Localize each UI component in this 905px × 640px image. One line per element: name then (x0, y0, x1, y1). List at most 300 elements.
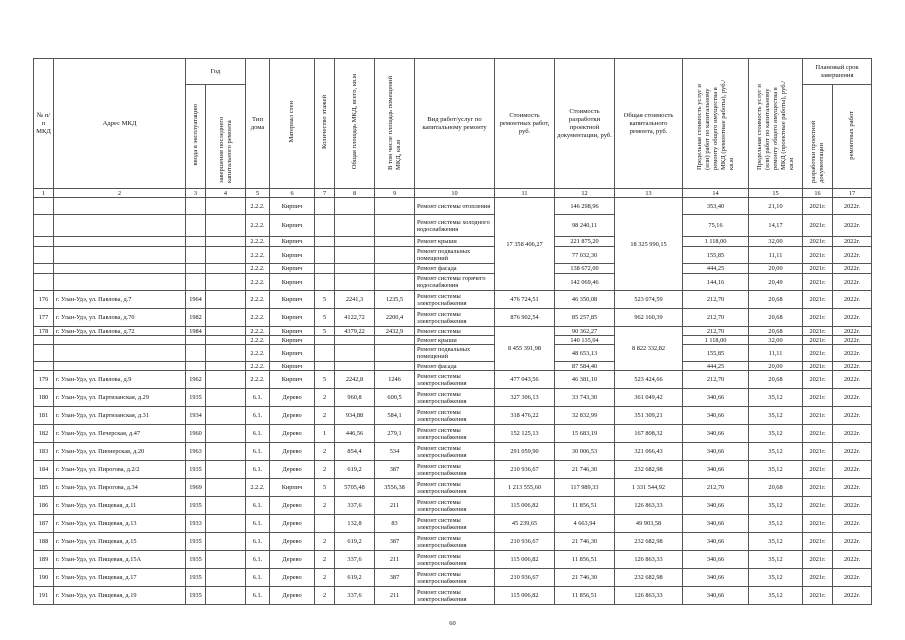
cell-c15: 20,68 (749, 327, 803, 336)
cell-c3: 1933 (186, 515, 206, 533)
cell-c2 (54, 345, 186, 362)
cell-c9: 1246 (375, 371, 415, 389)
table-row (34, 389, 872, 407)
cell-c9: 3556,38 (375, 479, 415, 497)
cell-c1: 188 (34, 533, 54, 551)
cell-c10: Ремонт системы электроснабжения (415, 461, 495, 479)
cell-c10: Ремонт системы электроснабжения (415, 587, 495, 605)
cell-c8: 132,8 (335, 515, 375, 533)
cell-c16: 2021г. (803, 198, 833, 215)
cell-c10: Ремонт системы горячего водоснабжения (415, 274, 495, 291)
cell-c9 (375, 198, 415, 215)
cell-c5: 6.1. (246, 497, 270, 515)
table-row (34, 371, 872, 389)
table-row (34, 198, 872, 215)
cell-c9 (375, 215, 415, 237)
cell-c9: 2200,4 (375, 309, 415, 327)
table-row (34, 515, 872, 533)
cell-c8: 4122,72 (335, 309, 375, 327)
cell-c13: 232 682,98 (615, 569, 683, 587)
cell-c10: Ремонт крыши (415, 237, 495, 247)
cell-c6: Кирпич (270, 237, 315, 247)
column-number: 13 (615, 189, 683, 198)
cell-c16: 2021г. (803, 533, 833, 551)
cell-c15: 11,11 (749, 247, 803, 264)
cell-c15: 20,49 (749, 274, 803, 291)
cell-c6: Дерево (270, 569, 315, 587)
cell-c2: г. Улан-Удэ, ул. Пирогова, д.2/2 (54, 461, 186, 479)
cell-c5: 2.2.2. (246, 237, 270, 247)
column-number: 17 (833, 189, 872, 198)
cell-c9: 2432,9 (375, 327, 415, 336)
cell-c6: Кирпич (270, 198, 315, 215)
cell-c11: 291 059,90 (495, 443, 555, 461)
cell-c1 (34, 362, 54, 371)
column-number: 16 (803, 189, 833, 198)
cell-c13: 523 424,66 (615, 371, 683, 389)
cell-c6: Кирпич (270, 336, 315, 345)
cell-c5: 6.1. (246, 569, 270, 587)
cell-c6: Кирпич (270, 215, 315, 237)
cell-c17: 2022г. (833, 407, 872, 425)
cell-c14: 340,66 (683, 587, 749, 605)
cell-c4 (206, 198, 246, 215)
cell-c8: 619,2 (335, 533, 375, 551)
column-number: 15 (749, 189, 803, 198)
cell-c7 (315, 264, 335, 274)
cell-c12: 138 672,00 (555, 264, 615, 274)
cell-c7 (315, 336, 335, 345)
cell-c4 (206, 309, 246, 327)
cell-c4 (206, 407, 246, 425)
cell-c3: 1935 (186, 551, 206, 569)
cell-c2: г. Улан-Удэ, ул. Павлова, д.72 (54, 327, 186, 336)
cell-c8: 619,2 (335, 569, 375, 587)
cell-c10: Ремонт фасада (415, 362, 495, 371)
cell-c13: 1 331 544,92 (615, 479, 683, 497)
cell-c10: Ремонт системы (415, 327, 495, 336)
cell-c14: 444,25 (683, 264, 749, 274)
cell-c11: 210 936,67 (495, 533, 555, 551)
header-deadline-group: Плановый срок завершения (803, 59, 872, 85)
header-year-last-repair: завершения последнего капитального ремонта (206, 85, 246, 189)
header-year-built: ввода в эксплуатацию (186, 85, 206, 189)
cell-c15: 35,12 (749, 407, 803, 425)
cell-c7 (315, 215, 335, 237)
cell-c12: 142 069,46 (555, 274, 615, 291)
cell-c8 (335, 362, 375, 371)
cell-c5: 6.1. (246, 551, 270, 569)
cell-c14: 340,66 (683, 533, 749, 551)
cell-c8 (335, 274, 375, 291)
cell-c5: 2.2.2. (246, 274, 270, 291)
cell-c9: 1235,5 (375, 291, 415, 309)
cell-c16: 2021г. (803, 327, 833, 336)
cell-c8: 337,6 (335, 551, 375, 569)
cell-c12: 98 240,11 (555, 215, 615, 237)
cell-c16: 2021г. (803, 274, 833, 291)
cell-c13: 49 903,58 (615, 515, 683, 533)
cell-c13: 18 325 990,15 (615, 198, 683, 291)
cell-c6: Дерево (270, 587, 315, 605)
cell-c12: 11 856,51 (555, 551, 615, 569)
cell-c17: 2022г. (833, 198, 872, 215)
cell-c11: 318 476,22 (495, 407, 555, 425)
cell-c12: 221 875,20 (555, 237, 615, 247)
cell-c2 (54, 362, 186, 371)
cell-c13: 232 682,98 (615, 461, 683, 479)
cell-c11: 476 724,51 (495, 291, 555, 309)
cell-c10: Ремонт системы электроснабжения (415, 309, 495, 327)
header-year-group: Год (186, 59, 246, 85)
cell-c6: Дерево (270, 389, 315, 407)
cell-c7: 2 (315, 389, 335, 407)
cell-c16: 2021г. (803, 371, 833, 389)
table-row (34, 215, 872, 237)
cell-c11: 1 213 555,60 (495, 479, 555, 497)
cell-c6: Дерево (270, 497, 315, 515)
cell-c10: Ремонт системы электроснабжения (415, 533, 495, 551)
cell-c9: 211 (375, 497, 415, 515)
cell-c3 (186, 336, 206, 345)
cell-c12: 90 362,27 (555, 327, 615, 336)
header-num: № п/п МКД (34, 59, 54, 189)
cell-c1 (34, 247, 54, 264)
table-row (34, 274, 872, 291)
cell-c14: 340,66 (683, 389, 749, 407)
cell-c3: 1935 (186, 389, 206, 407)
table-row (34, 336, 872, 345)
cell-c8: 337,6 (335, 587, 375, 605)
cell-c1 (34, 264, 54, 274)
cell-c7 (315, 247, 335, 264)
cell-c10: Ремонт системы электроснабжения (415, 497, 495, 515)
cell-c17: 2022г. (833, 389, 872, 407)
cell-c17: 2022г. (833, 461, 872, 479)
cell-c11: 327 306,13 (495, 389, 555, 407)
cell-c15: 35,12 (749, 497, 803, 515)
cell-c10: Ремонт системы отопления (415, 198, 495, 215)
cell-c2 (54, 237, 186, 247)
cell-c4 (206, 291, 246, 309)
cell-c14: 1 118,00 (683, 237, 749, 247)
cell-c9: 600,5 (375, 389, 415, 407)
cell-c3 (186, 247, 206, 264)
cell-c15: 14,17 (749, 215, 803, 237)
table-row (34, 291, 872, 309)
header-address: Адрес МКД (54, 59, 186, 189)
cell-c8: 2241,3 (335, 291, 375, 309)
cell-c1 (34, 237, 54, 247)
cell-c3: 1963 (186, 443, 206, 461)
cell-c10: Ремонт фасада (415, 264, 495, 274)
cell-c7: 5 (315, 309, 335, 327)
cell-c7: 2 (315, 497, 335, 515)
cell-c4 (206, 515, 246, 533)
cell-c2: г. Улан-Удэ, ул. Пищевая, д.15 (54, 533, 186, 551)
cell-c5: 6.1. (246, 533, 270, 551)
table-row (34, 461, 872, 479)
cell-c1: 187 (34, 515, 54, 533)
cell-c3 (186, 264, 206, 274)
cell-c7: 2 (315, 533, 335, 551)
header-cost-works: Стоимость ремонтных работ, руб. (495, 59, 555, 189)
cell-c2: г. Улан-Удэ, ул. Пищевая, д.15А (54, 551, 186, 569)
cell-c17: 2022г. (833, 569, 872, 587)
cell-c12: 30 006,53 (555, 443, 615, 461)
cell-c17: 2022г. (833, 237, 872, 247)
cell-c15: 20,68 (749, 479, 803, 497)
cell-c11: 876 902,54 (495, 309, 555, 327)
table-row (34, 425, 872, 443)
header-deadline-design: разработки проектной документации (803, 85, 833, 189)
cell-c16: 2021г. (803, 215, 833, 237)
cell-c16: 2021г. (803, 264, 833, 274)
cell-c5: 2.2.2. (246, 309, 270, 327)
cell-c3 (186, 215, 206, 237)
header-total-area: Общая площадь МКД, всего, кв.м (335, 59, 375, 189)
cell-c12: 85 257,85 (555, 309, 615, 327)
cell-c8: 934,88 (335, 407, 375, 425)
cell-c13: 232 682,98 (615, 533, 683, 551)
cell-c4 (206, 274, 246, 291)
cell-c5: 2.2.2. (246, 336, 270, 345)
cell-c14: 155,85 (683, 247, 749, 264)
cell-c4 (206, 425, 246, 443)
cell-c16: 2021г. (803, 461, 833, 479)
header-unit-cost-design: Предельная стоимость услуг и (или) работ по капитальному ремонту общего имущества в МКД (проектные работы), руб./кв.м (749, 59, 803, 189)
cell-c10: Ремонт подвальных помещений (415, 247, 495, 264)
cell-c14: 212,70 (683, 291, 749, 309)
column-number: 5 (246, 189, 270, 198)
cell-c14: 340,66 (683, 443, 749, 461)
cell-c14: 340,66 (683, 497, 749, 515)
cell-c6: Кирпич (270, 345, 315, 362)
cell-c6: Кирпич (270, 327, 315, 336)
cell-c2 (54, 274, 186, 291)
cell-c3: 1964 (186, 291, 206, 309)
column-number-row (34, 189, 872, 198)
cell-c10: Ремонт системы электроснабжения (415, 443, 495, 461)
table-row (34, 443, 872, 461)
cell-c16: 2021г. (803, 291, 833, 309)
cell-c4 (206, 443, 246, 461)
cell-c6: Кирпич (270, 264, 315, 274)
cell-c5: 6.1. (246, 425, 270, 443)
cell-c17: 2022г. (833, 533, 872, 551)
cell-c2: г. Улан-Удэ, ул. Павлова, д.70 (54, 309, 186, 327)
cell-c1: 180 (34, 389, 54, 407)
cell-c1: 177 (34, 309, 54, 327)
cell-c16: 2021г. (803, 407, 833, 425)
cell-c9: 387 (375, 461, 415, 479)
cell-c11: 115 006,82 (495, 587, 555, 605)
cell-c9 (375, 336, 415, 345)
header-deadline-works: ремонтных работ (833, 85, 872, 189)
table-row (34, 327, 872, 336)
cell-c17: 2022г. (833, 215, 872, 237)
column-number: 1 (34, 189, 54, 198)
cell-c15: 20,68 (749, 309, 803, 327)
column-number: 14 (683, 189, 749, 198)
cell-c17: 2022г. (833, 362, 872, 371)
cell-c16: 2021г. (803, 309, 833, 327)
cell-c8: 854,4 (335, 443, 375, 461)
cell-c15: 35,12 (749, 587, 803, 605)
cell-c1: 185 (34, 479, 54, 497)
cell-c15: 21,10 (749, 198, 803, 215)
cell-c6: Кирпич (270, 291, 315, 309)
table-row (34, 533, 872, 551)
cell-c15: 35,12 (749, 425, 803, 443)
cell-c13: 361 049,42 (615, 389, 683, 407)
cell-c1: 184 (34, 461, 54, 479)
cell-c10: Ремонт системы электроснабжения (415, 515, 495, 533)
cell-c14: 144,16 (683, 274, 749, 291)
cell-c1: 181 (34, 407, 54, 425)
cell-c2: г. Улан-Удэ, ул. Партизанская, д.31 (54, 407, 186, 425)
cell-c4 (206, 362, 246, 371)
cell-c2: г. Улан-Удэ, ул. Пищевая, д.13 (54, 515, 186, 533)
cell-c4 (206, 551, 246, 569)
cell-c2: г. Улан-Удэ, ул. Пищевая, д.17 (54, 569, 186, 587)
cell-c12: 87 584,40 (555, 362, 615, 371)
cell-c12: 140 135,04 (555, 336, 615, 345)
cell-c11: 152 125,13 (495, 425, 555, 443)
cell-c2: г. Улан-Удэ, ул. Павлова, д.9 (54, 371, 186, 389)
cell-c7: 2 (315, 461, 335, 479)
cell-c1: 176 (34, 291, 54, 309)
cell-c9 (375, 362, 415, 371)
cell-c3 (186, 198, 206, 215)
cell-c12: 77 032,30 (555, 247, 615, 264)
cell-c9: 584,1 (375, 407, 415, 425)
cell-c9 (375, 247, 415, 264)
cell-c4 (206, 533, 246, 551)
cell-c5: 2.2.2. (246, 215, 270, 237)
cell-c2 (54, 247, 186, 264)
cell-c17: 2022г. (833, 345, 872, 362)
cell-c6: Дерево (270, 443, 315, 461)
cell-c11: 477 043,56 (495, 371, 555, 389)
cell-c8: 960,8 (335, 389, 375, 407)
cell-c5: 2.2.2. (246, 198, 270, 215)
cell-c14: 155,85 (683, 345, 749, 362)
cell-c14: 75,16 (683, 215, 749, 237)
cell-c17: 2022г. (833, 587, 872, 605)
cell-c11: 17 358 406,27 (495, 198, 555, 291)
cell-c15: 20,68 (749, 371, 803, 389)
cell-c16: 2021г. (803, 515, 833, 533)
cell-c1: 191 (34, 587, 54, 605)
cell-c13: 8 822 332,82 (615, 327, 683, 371)
cell-c2: г. Улан-Удэ, ул. Пионерская, д.20 (54, 443, 186, 461)
cell-c6: Кирпич (270, 274, 315, 291)
cell-c8 (335, 215, 375, 237)
cell-c12: 11 856,51 (555, 497, 615, 515)
cell-c8 (335, 345, 375, 362)
cell-c9 (375, 237, 415, 247)
cell-c14: 444,25 (683, 362, 749, 371)
cell-c13: 321 066,43 (615, 443, 683, 461)
cell-c15: 32,00 (749, 336, 803, 345)
table-row (34, 362, 872, 371)
column-number: 8 (335, 189, 375, 198)
cell-c5: 6.1. (246, 587, 270, 605)
cell-c12: 21 746,30 (555, 461, 615, 479)
cell-c12: 15 683,19 (555, 425, 615, 443)
cell-c8: 337,6 (335, 497, 375, 515)
table-row (34, 551, 872, 569)
cell-c4 (206, 336, 246, 345)
cell-c17: 2022г. (833, 515, 872, 533)
cell-c9: 387 (375, 569, 415, 587)
cell-c15: 20,68 (749, 291, 803, 309)
cell-c6: Кирпич (270, 479, 315, 497)
column-number: 2 (54, 189, 186, 198)
column-number: 11 (495, 189, 555, 198)
table-row (34, 345, 872, 362)
cell-c1: 189 (34, 551, 54, 569)
table-row (34, 309, 872, 327)
table-row (34, 264, 872, 274)
table-row (34, 479, 872, 497)
cell-c14: 212,70 (683, 327, 749, 336)
cell-c11: 210 936,67 (495, 569, 555, 587)
cell-c8 (335, 237, 375, 247)
cell-c12: 11 856,51 (555, 587, 615, 605)
cell-c2 (54, 336, 186, 345)
cell-c1: 186 (34, 497, 54, 515)
cell-c10: Ремонт системы электроснабжения (415, 425, 495, 443)
cell-c4 (206, 264, 246, 274)
cell-c15: 35,12 (749, 389, 803, 407)
cell-c1: 179 (34, 371, 54, 389)
cell-c17: 2022г. (833, 425, 872, 443)
cell-c12: 48 653,13 (555, 345, 615, 362)
header-floors: Количество этажей (315, 59, 335, 189)
column-number: 12 (555, 189, 615, 198)
cell-c16: 2021г. (803, 336, 833, 345)
cell-c8: 2242,8 (335, 371, 375, 389)
cell-c4 (206, 371, 246, 389)
cell-c7: 2 (315, 569, 335, 587)
cell-c7: 2 (315, 551, 335, 569)
cell-c16: 2021г. (803, 345, 833, 362)
cell-c17: 2022г. (833, 443, 872, 461)
cell-c14: 340,66 (683, 569, 749, 587)
cell-c3: 1935 (186, 587, 206, 605)
cell-c6: Кирпич (270, 309, 315, 327)
cell-c9: 211 (375, 551, 415, 569)
cell-c7 (315, 362, 335, 371)
cell-c1 (34, 274, 54, 291)
cell-c6: Дерево (270, 551, 315, 569)
cell-c4 (206, 327, 246, 336)
cell-c16: 2021г. (803, 587, 833, 605)
cell-c3: 1982 (186, 309, 206, 327)
cell-c1 (34, 345, 54, 362)
cell-c3 (186, 237, 206, 247)
cell-c2: г. Улан-Удэ, ул. Павлова, д.7 (54, 291, 186, 309)
cell-c3 (186, 345, 206, 362)
cell-c13: 126 863,33 (615, 551, 683, 569)
cell-c17: 2022г. (833, 327, 872, 336)
cell-c3: 1962 (186, 371, 206, 389)
cell-c10: Ремонт крыши (415, 336, 495, 345)
cell-c14: 353,40 (683, 198, 749, 215)
cell-c13: 126 863,33 (615, 587, 683, 605)
